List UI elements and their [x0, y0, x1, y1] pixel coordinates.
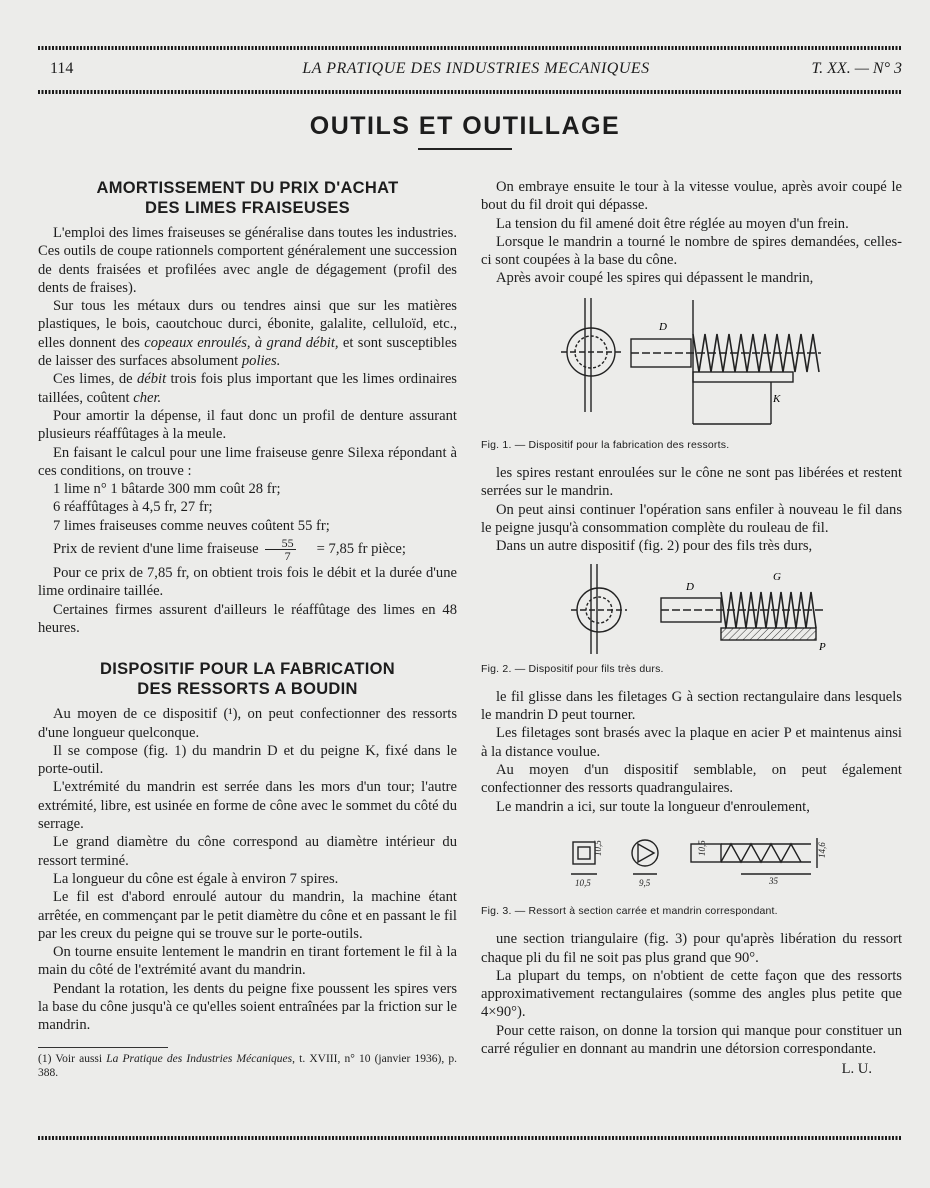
article2-paragraph: Au moyen de ce dispositif (¹), on peut confectionner des ressorts d'une longueur quelconque. — [38, 706, 457, 741]
top-dotted-rule — [38, 46, 902, 50]
article2-paragraph: le fil glisse dans les filetages G à section rectangulaire dans lesquels le mandrin D peut tourner. — [481, 688, 902, 724]
figure-3-caption: Fig. 3. — Ressort à section carrée et mandrin correspondant. — [481, 904, 778, 917]
fig3-dim-5: 35 — [769, 875, 778, 886]
article2-paragraph: On embraye ensuite le tour à la vitesse voulue, après avoir coupé le bout du fil droit qui dépasse. — [481, 179, 902, 214]
article2-paragraph: On peut ainsi continuer l'opération sans enfiler à nouveau le fil dans le peigne jusqu'à consommation complète du rouleau de fil. — [481, 501, 902, 536]
article2-paragraph: Il se compose (fig. 1) du mandrin D et du peigne K, fixé dans le porte-outil. — [38, 742, 457, 778]
fig3-dim-2: 10,5 — [575, 877, 591, 888]
article1-title-line2: DES LIMES FRAISEUSES — [145, 199, 350, 217]
article1-title-line1: AMORTISSEMENT DU PRIX D'ACHAT — [96, 179, 399, 197]
fig2-label-p: P — [819, 640, 826, 653]
article1-paragraph: Pour ce prix de 7,85 fr, on obtient trois fois le débit et la durée d'une lime ordinaire taillée. — [38, 565, 457, 600]
article1-paragraph: Ces limes, de débit trois fois plus important que les limes ordinaires taillées, coûtent cher. — [38, 371, 457, 406]
formula-fraction: $\frac{55}{7}$ — [265, 537, 296, 562]
fig3-dim-1: 10,5 — [593, 840, 603, 856]
fig1-label-d: D — [659, 320, 667, 333]
article2-title-line2: DES RESSORTS A BOUDIN — [137, 680, 358, 699]
article2-paragraph: Le grand diamètre du cône correspond au diamètre intérieur du ressort terminé. — [38, 834, 457, 869]
article2-paragraph: La tension du fil amené doit être réglée au moyen d'un frein. — [496, 215, 849, 232]
page-number: 114 — [50, 60, 74, 77]
article2-paragraph: La longueur du cône est égale à environ 7 spires. — [53, 870, 339, 887]
fig3-dim-4: 10,5 — [697, 840, 707, 856]
article2-title — [38, 659, 457, 699]
article2-paragraph: les spires restant enroulées sur le cône ne sont pas libérées et restent serrées sur le mandrin. — [481, 465, 902, 500]
bottom-dotted-rule — [38, 1136, 902, 1140]
fig3-dim-3: 9,5 — [639, 877, 651, 888]
article2-paragraph: Au moyen d'un dispositif semblable, on peut également confectionner des ressorts quadrangulaires. — [481, 762, 902, 797]
figure-1-spring-device — [481, 294, 902, 434]
article1-paragraph: Pour amortir la dépense, il faut donc un profil de denture assurant plusieurs réaffûtages à la meule. — [38, 407, 457, 443]
article2-paragraph: La plupart du temps, on n'obtient de cette façon que des ressorts approximativement rectangulaires (somme des angles plus petite que 4×90°). — [481, 967, 902, 1021]
formula-label: Prix de revient d'une lime fraiseuse — [53, 541, 259, 558]
footnote-rule — [38, 1047, 168, 1048]
article2-paragraph: Le fil est d'abord enroulé autour du mandrin, la machine étant arrêtée, en commençant par le petit diamètre du cône et en passant le fil par les creux du peigne qui se trouve sur le porte-outils. — [38, 889, 457, 942]
calc-line: 1 lime n° 1 bâtarde 300 mm coût 28 fr; — [53, 481, 281, 498]
left-column — [38, 178, 457, 1080]
right-column — [481, 178, 902, 1079]
article2-paragraph: une section triangulaire (fig. 3) pour qu'après libération du ressort chaque pli du fil ne soit pas plus grand que 90°. — [481, 931, 902, 966]
article1-paragraph: Certaines firmes assurent d'ailleurs le réaffûtage des limes en 48 heures. — [38, 601, 457, 636]
figure-2-caption: Fig. 2. — Dispositif pour fils très durs. — [481, 662, 664, 675]
calc-line: 6 réaffûtages à 4,5 fr, 27 fr; — [53, 499, 213, 516]
running-header — [50, 58, 902, 82]
article2-paragraph: On tourne ensuite lentement le mandrin en tirant fortement le fil à la main du côté de l'extrémité avant du mandrin. — [38, 944, 457, 979]
fig3-dim-6: 14,6 — [817, 842, 827, 858]
article2-paragraph: Dans un autre dispositif (fig. 2) pour des fils très durs, — [496, 538, 813, 555]
fig2-label-d: D — [686, 580, 694, 593]
issue-number: T. XX. — N° 3 — [811, 60, 902, 77]
section-title: OUTILS ET OUTILLAGE — [309, 112, 621, 140]
article2-title-line1: DISPOSITIF POUR LA FABRICATION — [99, 660, 395, 679]
figure-3-square-spring — [481, 822, 902, 900]
figure-1-caption: Fig. 1. — Dispositif pour la fabrication des ressorts. — [481, 438, 730, 451]
article2-paragraph: Après avoir coupé les spires qui dépassent le mandrin, — [496, 270, 814, 287]
fig1-label-k: K — [773, 392, 781, 405]
article2-paragraph: L'extrémité du mandrin est serrée dans les mors d'un tour; l'autre extrémité, libre, est usinée en forme de cône avec le sommet du côté du serrage. — [38, 779, 457, 833]
article2-paragraph: Pour cette raison, on donne la torsion qui manque pour constituer un carré régulier en donnant au mandrin une détorsion correspondante. — [481, 1022, 902, 1058]
figure-2-hard-wire-device — [481, 562, 902, 658]
article2-paragraph: Lorsque le mandrin a tourné le nombre de spires demandées, celles-ci sont coupées à la base du cône. — [481, 233, 902, 269]
article2-paragraph: Les filetages sont brasés avec la plaque en acier P et maintenus ainsi à la distance voulue. — [481, 725, 902, 760]
calc-line: 7 limes fraiseuses comme neuves coûtent 55 fr; — [53, 517, 330, 534]
formula-result: = 7,85 fr pièce; — [316, 541, 406, 558]
article1-paragraph: En faisant le calcul pour une lime fraiseuse genre Silexa répondant à ces conditions, on trouve : — [38, 444, 457, 479]
header-dotted-rule — [38, 90, 902, 94]
section-title-underline — [418, 148, 512, 150]
journal-title: LA PRATIQUE DES INDUSTRIES MECANIQUES — [302, 60, 650, 77]
article2-paragraph: Pendant la rotation, les dents du peigne fixe poussent les spires vers la base du cône jusqu'à ce qu'elles soient entraînées par la friction sur le mandrin. — [38, 980, 457, 1034]
article1-paragraph: Sur tous les métaux durs ou tendres ainsi que sur les matières plastiques, le bois, caoutchouc durci, ébonite, galalite, celluloïd, etc., elles donnent des copeaux enroulés, à grand débit, et sont susceptibles de laisser des surfaces absolument polies. — [38, 298, 457, 370]
fig2-label-g: G — [773, 570, 781, 583]
footnote: (1) Voir aussi La Pratique des Industries Mécaniques, t. XVIII, n° 10 (janvier 1936), p. 388. — [38, 1052, 457, 1079]
article2-paragraph: Le mandrin a ici, sur toute la longueur d'enroulement, — [496, 798, 810, 815]
article1-paragraph: L'emploi des limes fraiseuses se généralise dans toutes les industries. Ces outils de coupe rationnels comportent généralement une succession de dents fraisées et profilées avec angle de dégagement (profil des dents de fraises). — [38, 225, 457, 296]
author-signature: L. U. — [841, 1061, 872, 1078]
article1-title — [38, 178, 457, 218]
price-formula — [38, 537, 457, 562]
